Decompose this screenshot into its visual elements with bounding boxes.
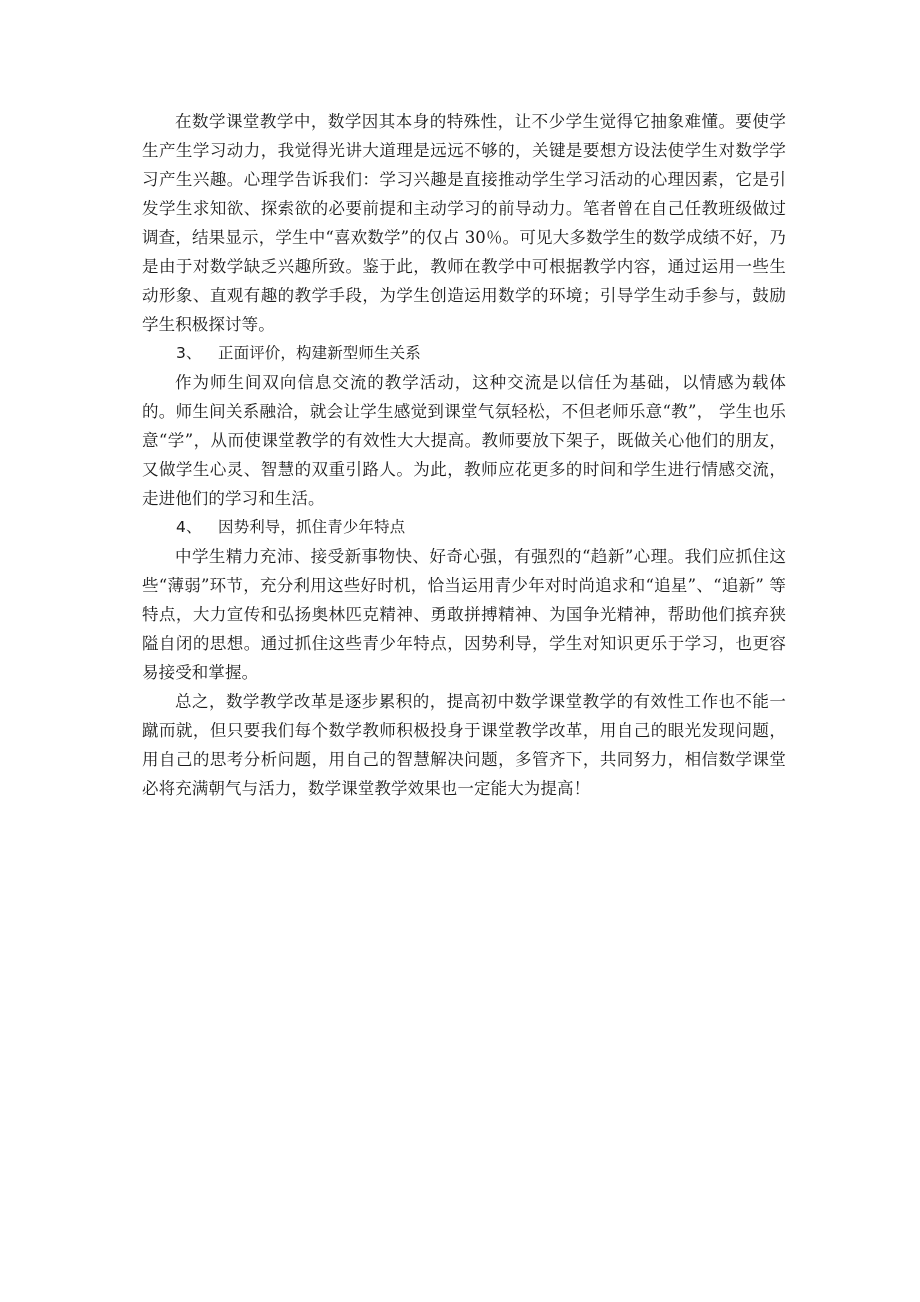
paragraph-youth-traits: 中学生精力充沛、接受新事物快、好奇心强，有强烈的“趋新”心理。我们应抓住这些“薄弱”环节，充分利用这些好时机，恰当运用青少年对时尚追求和“追星”、“追新” 等特点，大力宣传和弘扬奥林匹克精神、勇敢拼搏精神、为国争光精神，帮助他们摈弃狭隘自闭的思想。通过抓住这些青少年特点，因势利导，学生对知识更乐于学习，也更容易接受和掌握。 (142, 547, 786, 682)
section-title: 因势利导，抓住青少年特点 (218, 518, 406, 536)
document-body (142, 107, 786, 803)
section-title: 正面评价，构建新型师生关系 (218, 344, 421, 362)
paragraph-interest: 在数学课堂教学中，数学因其本身的特殊性，让不少学生觉得它抽象难懂。要使学生产生学习动力，我觉得光讲大道理是远远不够的，关键是要想方设法使学生对数学学习产生兴趣。心理学告诉我们：学习兴趣是直接推动学生学习活动的心理因素，它是引发学生求知欲、探索欲的必要前提和主动学习的前导动力。笔者曾在自己任教班级做过调查，结果显示，学生中“喜欢数学”的仅占 30％。可见大多数学生的数学成绩不好，乃是由于对数学缺乏兴趣所致。鉴于此，教师在教学中可根据教学内容，通过运用一些生动形象、直观有趣的教学手段，为学生创造运用数学的环境；引导学生动手参与，鼓励学生积极探讨等。 (142, 112, 786, 334)
paragraph-conclusion: 总之，数学教学改革是逐步累积的，提高初中数学课堂教学的有效性工作也不能一蹴而就，但只要我们每个数学教师积极投身于课堂教学改革，用自己的眼光发现问题，用自己的思考分析问题，用自己的智慧解决问题，多管齐下，共同努力，相信数学课堂必将充满朝气与活力，数学课堂教学效果也一定能大为提高！ (142, 692, 786, 798)
section-number: 3、 (176, 344, 202, 362)
paragraph-relationship: 作为师生间双向信息交流的教学活动，这种交流是以信任为基础，以情感为载体的。师生间关系融洽，就会让学生感觉到课堂气氛轻松，不但老师乐意“教”， 学生也乐意“学”，从而使课堂教学的有效性大大提高。教师要放下架子，既做关心他们的朋友，又做学生心灵、智慧的双重引路人。为此，教师应花更多的时间和学生进行情感交流，走进他们的学习和生活。 (142, 373, 786, 508)
section-number: 4、 (176, 518, 202, 536)
section-heading-3 (142, 339, 786, 368)
section-heading-4 (142, 513, 786, 542)
